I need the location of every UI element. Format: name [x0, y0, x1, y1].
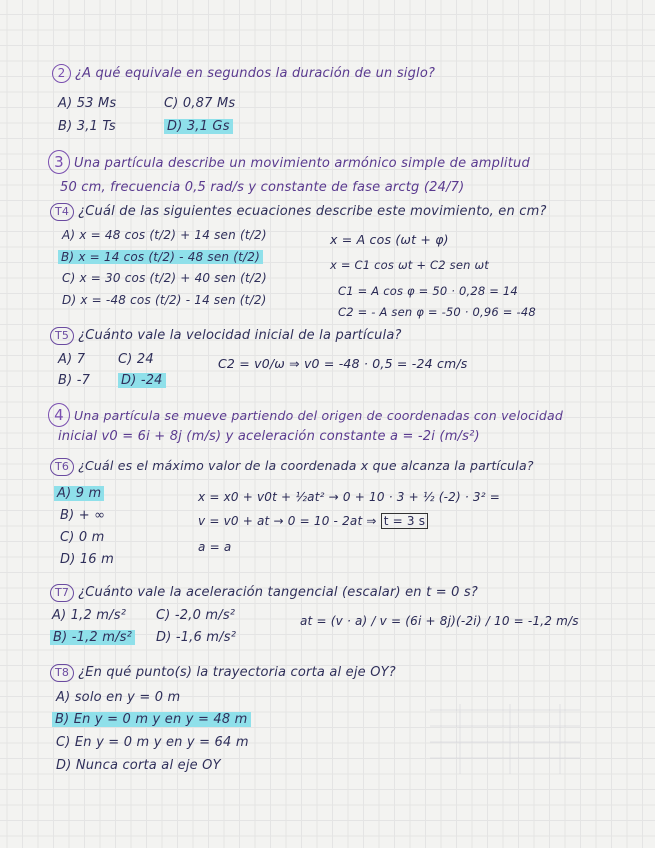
t5-option-d: D) -24 — [118, 373, 166, 388]
t6-work-eq2-text: v = v0 + at → 0 = 10 - 2at ⇒ — [198, 514, 377, 528]
t4-option-a: A) x = 48 cos (t/2) + 14 sen (t/2) — [62, 228, 267, 242]
t8-question — [50, 664, 396, 682]
q3-text-1: Una partícula describe un movimiento armónico simple de amplitud — [74, 156, 530, 171]
t7-work: at = (v · a) / v = (6i + 8j)(-2i) / 10 = -1,2 m/s — [300, 614, 579, 628]
t7-tag: T7 — [50, 584, 74, 602]
t4-work-eq2: x = C1 cos ωt + C2 sen ωt — [330, 258, 489, 272]
t6-option-d: D) 16 m — [60, 552, 114, 567]
t4-option-d: D) x = -48 cos (t/2) - 14 sen (t/2) — [62, 293, 267, 307]
t7-option-c: C) -2,0 m/s² — [156, 608, 236, 623]
t6-work-eq2 — [198, 514, 428, 529]
q3-number: 3 — [48, 150, 70, 174]
q2-text: ¿A qué equivale en segundos la duración de un siglo? — [75, 66, 436, 81]
t4-option-c: C) x = 30 cos (t/2) + 40 sen (t/2) — [62, 271, 267, 285]
q2-option-d: D) 3,1 Gs — [164, 119, 233, 134]
t5-work: C2 = v0/ω ⇒ v0 = -48 · 0,5 = -24 cm/s — [218, 356, 468, 371]
q2-option-b: B) 3,1 Ts — [58, 119, 116, 134]
t4-work-eq3: C1 = A cos φ = 50 · 0,28 = 14 — [338, 284, 518, 298]
q2-number: 2 — [52, 64, 71, 83]
t6-question — [50, 458, 534, 476]
q3-statement-line2: 50 cm, frecuencia 0,5 rad/s y constante de fase arctg (24/7) — [60, 180, 465, 195]
t6-work-eq1: x = x0 + v0t + ½at² → 0 + 10 · 3 + ½ (-2) · 3² = — [198, 490, 500, 504]
t6-option-b: B) + ∞ — [60, 508, 106, 523]
t4-work-eq1: x = A cos (ωt + φ) — [330, 232, 449, 247]
t6-text: ¿Cuál es el máximo valor de la coordenada x que alcanza la partícula? — [78, 458, 534, 473]
t4-tag: T4 — [50, 203, 74, 221]
t4-work-eq4: C2 = - A sen φ = -50 · 0,96 = -48 — [338, 305, 536, 319]
t8-text: ¿En qué punto(s) la trayectoria corta al eje OY? — [78, 665, 396, 680]
t5-text: ¿Cuánto vale la velocidad inicial de la partícula? — [78, 328, 402, 343]
t5-option-b: B) -7 — [58, 373, 91, 388]
t4-option-b: B) x = 14 cos (t/2) - 48 sen (t/2) — [58, 250, 263, 264]
bleed-through-marks — [420, 700, 600, 780]
t4-question — [50, 203, 547, 221]
t6-work-result-box: t = 3 s — [381, 513, 429, 529]
t8-option-d: D) Nunca corta al eje OY — [56, 758, 221, 773]
t6-option-a: A) 9 m — [54, 486, 104, 501]
bleed-through-icon — [420, 700, 600, 780]
t6-work-eq3: a = a — [198, 540, 232, 554]
t4-text: ¿Cuál de las siguientes ecuaciones describe este movimiento, en cm? — [78, 204, 547, 219]
t8-option-c: C) En y = 0 m y en y = 64 m — [56, 735, 249, 750]
t5-option-c: C) 24 — [118, 352, 154, 367]
t7-option-d: D) -1,6 m/s² — [156, 630, 237, 645]
q4-number: 4 — [48, 403, 70, 427]
t8-tag: T8 — [50, 664, 74, 682]
q2-option-a: A) 53 Ms — [58, 96, 117, 111]
q2-option-c: C) 0,87 Ms — [164, 96, 236, 111]
q2-question — [52, 64, 435, 83]
t8-option-a: A) solo en y = 0 m — [56, 690, 181, 705]
t5-question — [50, 327, 402, 345]
t7-question — [50, 584, 478, 602]
t7-option-b: B) -1,2 m/s² — [50, 630, 135, 645]
t7-option-a: A) 1,2 m/s² — [52, 608, 127, 623]
q4-statement-line2: inicial v0 = 6i + 8j (m/s) y aceleración constante a = -2i (m/s²) — [58, 429, 480, 444]
t7-text: ¿Cuánto vale la aceleración tangencial (escalar) en t = 0 s? — [78, 585, 479, 600]
t5-tag: T5 — [50, 327, 74, 345]
t6-option-c: C) 0 m — [60, 530, 105, 545]
t8-option-b: B) En y = 0 m y en y = 48 m — [52, 712, 251, 727]
q3-statement-line1 — [48, 150, 530, 174]
t6-tag: T6 — [50, 458, 74, 476]
q4-statement-line1 — [48, 403, 563, 427]
t5-option-a: A) 7 — [58, 352, 86, 367]
q4-text-1: Una partícula se mueve partiendo del origen de coordenadas con velocidad — [74, 408, 563, 423]
